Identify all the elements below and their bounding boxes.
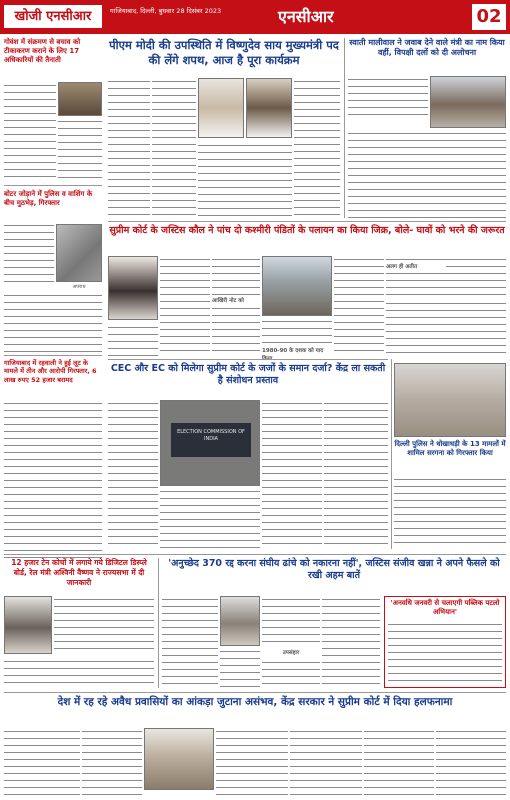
ashwini-vaishnaw-photo (4, 596, 52, 654)
bottom-text-c (216, 728, 288, 796)
photo-caption: अपराध (72, 284, 86, 290)
crime-scene-photo (56, 224, 102, 282)
supreme-text-g (386, 300, 506, 356)
masthead (0, 0, 510, 34)
article-370-subhead: उपसंहार (262, 648, 320, 656)
supreme-subhead-1: आखिरी नोट को (212, 296, 260, 304)
right-top-text-b (348, 130, 506, 218)
illegal-immigrants-article (4, 696, 506, 710)
handcuff-photo (394, 363, 506, 437)
election-commission-photo (160, 400, 260, 486)
divider (4, 554, 506, 555)
lead-article (108, 38, 340, 68)
supreme-kashmir-headline: सुप्रीम कोर्ट के जस्टिस कौल ने पांच दो कश्मीरी पंडितों के पलायन का किया जिक्र, बोले- घावों को भरने की जरूरत (109, 225, 505, 236)
supreme-court-photo (144, 728, 214, 790)
abhiyan-text (388, 621, 502, 685)
cattle-photo (58, 82, 102, 116)
dateline: गाजियाबाद, दिल्ली, बुधवार 28 दिसंबर 2023 (110, 7, 222, 15)
article-370 (162, 558, 506, 583)
left-headline-2: बोटर जोड़ाने में पुलिस व वाशिंग के बीच मुठभेड़, गिरफ्तार (4, 190, 93, 208)
column-divider (344, 38, 345, 218)
lead-text-col4 (294, 78, 340, 216)
delhi-police-article (394, 440, 506, 458)
railway-headline: 12 हजार टेन कोचों में लगाये गये डिजिटल डिस्प्ले बोर्ड, रेल मंत्री अश्विनी वैष्णव ने राज्यसभा में दी जानकारी (11, 558, 147, 587)
vishnudev-sai-photo (246, 78, 292, 138)
right-top-headline: स्वाती मालीवाल ने जवाब देने वाले मंत्री का नाम किया वहीं, विपक्षी दलों को दी अलोचना (349, 38, 505, 58)
abhiyan-box (384, 596, 506, 688)
left-column (4, 38, 102, 65)
left-article-2-text (4, 222, 54, 282)
section-title: एनसीआर (278, 7, 334, 26)
cec-text-a (108, 400, 158, 548)
divider (108, 359, 388, 360)
article-370-text-c (262, 596, 320, 688)
supreme-text-c (212, 256, 260, 356)
right-top-article (348, 38, 506, 59)
article-370-text-b (220, 648, 260, 688)
lead-headline: पीएम मोदी की उपस्थिति में विष्णुदेव साय मुख्यमंत्री पद की लेंगे शपथ, आज है पूरा कार्यक्रम (109, 38, 339, 67)
left-article-1-text-b (58, 118, 102, 182)
cec-article (108, 363, 388, 388)
left-article-2 (4, 190, 102, 208)
right-top-text-a (348, 76, 428, 116)
supreme-kashmir-article (108, 225, 506, 237)
bottom-text-f (436, 728, 506, 796)
railway-article (4, 558, 154, 587)
railway-text-b (4, 658, 154, 688)
cec-text-b (160, 488, 260, 548)
supreme-subhead-3: अलग ही अतीत (386, 262, 446, 270)
delhi-police-text (394, 476, 506, 548)
kashmir-photo (262, 256, 332, 316)
article-370-headline: 'अनुच्छेद 370 रद्द करना संघीय ढांचे को नकारना नहीं', जस्टिस संजीव खन्ना ने अपने फैसले को रखी अहम बातें (168, 558, 500, 582)
left-article-3-text (4, 400, 102, 560)
lead-text-col1 (108, 78, 150, 216)
bottom-text-b (82, 728, 142, 796)
abhiyan-headline: 'अनवधि जनवरी से चलाएगी पब्लिक पटलो अभियान' (390, 599, 500, 617)
pm-modi-photo (198, 78, 244, 138)
supreme-text-b (160, 256, 210, 356)
article-370-text-a (162, 596, 218, 688)
article-370-text-d (322, 596, 380, 688)
column-divider (391, 359, 392, 549)
brand-logo: खोजी एनसीआर (4, 5, 102, 28)
supreme-text-e (334, 256, 384, 356)
cec-headline: CEC और EC को मिलेगा सुप्रीम कोर्ट के जजों के समान दर्जा? केंद्र ला सकती है संशोधन प्रस्ताव (110, 363, 386, 387)
supreme-text-a (108, 324, 158, 356)
divider (108, 221, 506, 222)
illegal-immigrants-headline: देश में रह रहे अवैध प्रवासियों का आंकड़ा जुटाना असंभव, केंद्र सरकार ने सुप्रीम कोर्ट में दिया हलफनामा (57, 696, 453, 708)
delhi-police-headline: दिल्ली पुलिस ने धोखाधड़ी के 13 मामलों में शामिल सरगना को गिरफ्तार किया (394, 440, 506, 458)
bottom-text-a (4, 728, 80, 796)
justice-kaul-photo (108, 256, 158, 320)
column-divider (158, 558, 159, 688)
left-article-2-text-b (4, 292, 102, 352)
lead-text-col3 (198, 142, 292, 216)
left-article-1-text (4, 82, 56, 182)
bottom-text-d (290, 728, 362, 796)
divider (4, 185, 102, 186)
lead-text-col2 (152, 78, 196, 216)
divider (4, 692, 506, 693)
cec-text-d (324, 400, 388, 548)
cec-text-c (262, 400, 322, 548)
left-article-3 (4, 359, 102, 384)
ec-signboard: ELECTION COMMISSION OF INDIA (171, 423, 251, 457)
justice-khanna-photo (220, 596, 260, 646)
divider (4, 355, 102, 356)
railway-text-a (54, 596, 154, 654)
supreme-subhead-2: 1980-90 के दशक को याद (262, 346, 332, 362)
bottom-text-e (364, 728, 434, 796)
page-number: 02 (472, 4, 506, 30)
left-headline-1: गोवंश में संक्रमण से बचाव को टीकाकरण कराने के लिए 17 अधिकारियों की तैनाती (4, 38, 81, 65)
left-headline-3: गाजियाबाद में रहवाली ने हुई लूट के मामले में तीन और आरोपी गिरफ्तार, 6 लाख रुपए 52 हजार बरामद (4, 359, 97, 384)
swati-maliwal-photo (430, 76, 506, 128)
